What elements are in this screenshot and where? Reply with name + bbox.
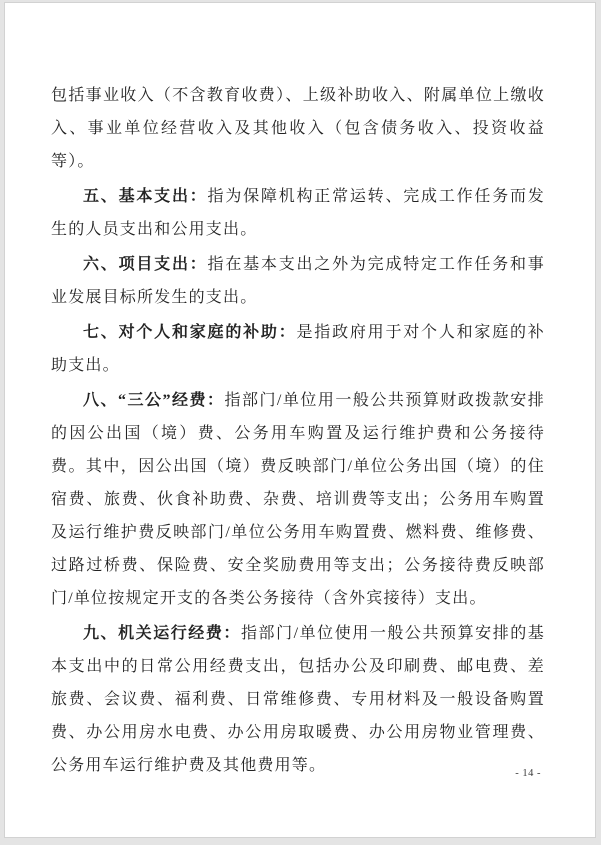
paragraph-subsidy-individuals-families (51, 316, 545, 382)
paragraph-lead: 五、基本支出： (83, 188, 208, 205)
paragraph-text: 指部门/单位使用一般公共预算安排的基本支出中的日常公用经费支出，包括办公及印刷费、邮电费、差旅费、会议费、福利费、日常维修费、专用材料及一般设备购置费、办公用房水电费、办公用房取暖费、办公用房物业管理费、公务用车运行维护费及其他费用等。 (51, 625, 545, 774)
document-body (51, 79, 545, 782)
paragraph-lead: 八、“三公”经费： (83, 392, 225, 409)
document-page (4, 2, 596, 838)
paragraph-text: 指为保障机构正常运转、完成工作任务而发生的人员支出和公用支出。 (51, 188, 545, 238)
paragraph-text: 是指政府用于对个人和家庭的补助支出。 (51, 324, 545, 374)
paragraph-text: 指部门/单位用一般公共预算财政拨款安排的因公出国（境）费、公务用车购置及运行维护费和公务接待费。其中，因公出国（境）费反映部门/单位公务出国（境）的住宿费、旅费、伙食补助费、杂费、培训费等支出；公务用车购置及运行维护费反映部门/单位公务用车购置费、燃料费、维修费、过路过桥费、保险费、安全奖励费用等支出；公务接待费反映部门/单位按规定开支的各类公务接待（含外宾接待）支出。 (51, 392, 545, 607)
paragraph-three-public-funds (51, 384, 545, 615)
paragraph-text: 包括事业收入（不含教育收费）、上级补助收入、附属单位上缴收入、事业单位经营收入及其他收入（包含债务收入、投资收益等）。 (51, 87, 545, 170)
page-number: - 14 - (515, 768, 541, 779)
paragraph-project-expenditure (51, 248, 545, 314)
paragraph-agency-operating-funds (51, 617, 545, 782)
paragraph-lead: 七、对个人和家庭的补助： (83, 324, 297, 341)
paragraph-lead: 九、机关运行经费： (83, 625, 241, 642)
paragraph-basic-expenditure (51, 180, 545, 246)
paragraph-continuation (51, 79, 545, 178)
paragraph-text: 指在基本支出之外为完成特定工作任务和事业发展目标所发生的支出。 (51, 256, 545, 306)
paragraph-lead: 六、项目支出： (83, 256, 208, 273)
